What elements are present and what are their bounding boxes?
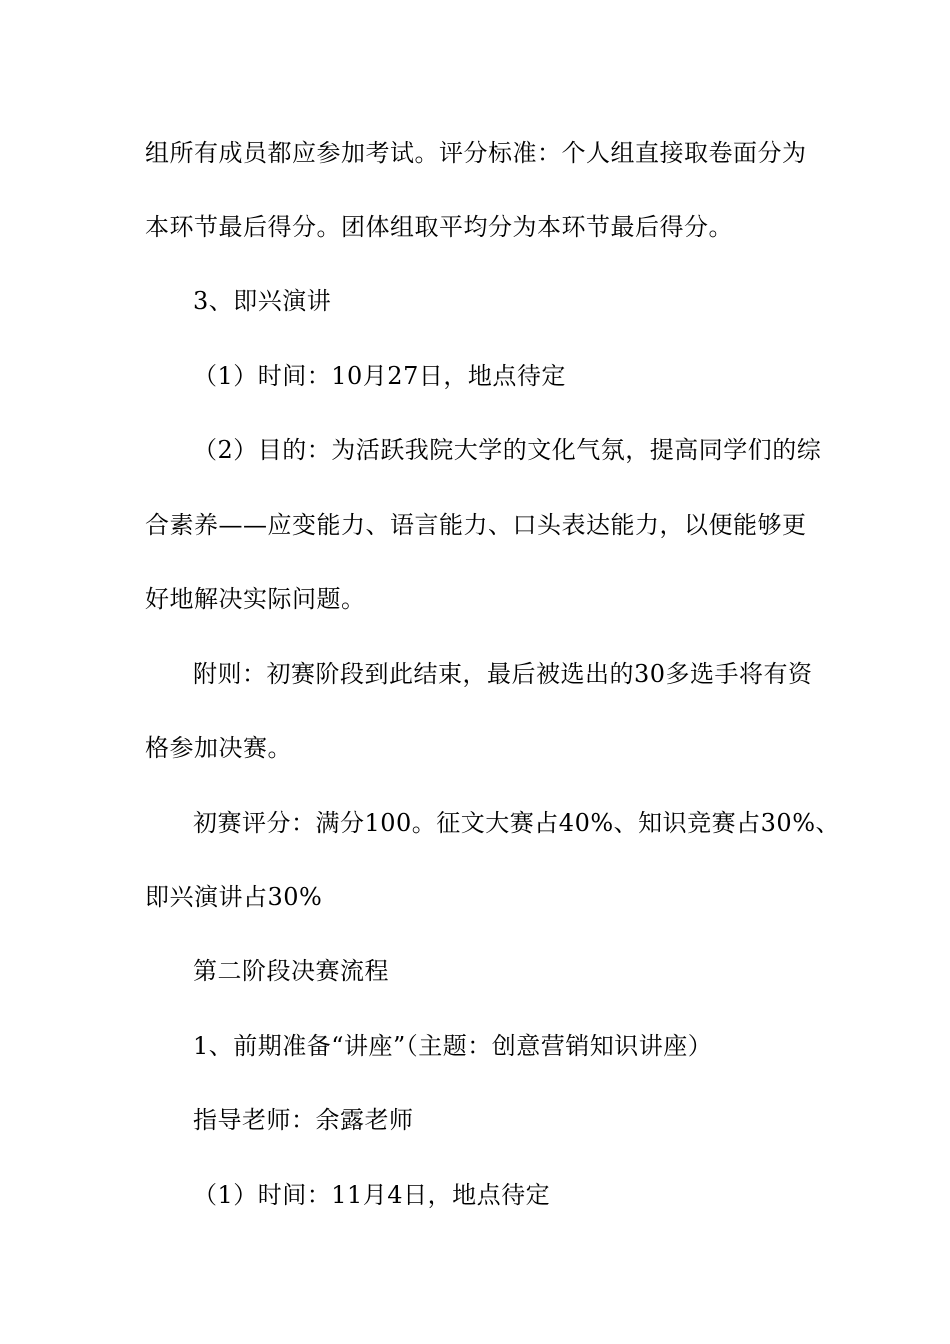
paragraph-line: 好地解决实际问题。: [145, 585, 366, 613]
paragraph-line: （1）时间：10月27日，地点待定: [193, 362, 566, 390]
paragraph-line: 附则：初赛阶段到此结束，最后被选出的30多选手将有资: [193, 660, 813, 688]
paragraph-line: 即兴演讲占30%: [145, 883, 323, 911]
paragraph-line: 合素养——应变能力、语言能力、口头表达能力，以便能够更: [145, 511, 807, 539]
paragraph-line: 本环节最后得分。团体组取平均分为本环节最后得分。: [145, 213, 733, 241]
paragraph-line: （2）目的：为活跃我院大学的文化气氛，提高同学们的综: [193, 436, 822, 464]
section-heading: 3、即兴演讲: [193, 287, 332, 315]
paragraph-line: 格参加决赛。: [145, 734, 292, 762]
paragraph-line: （1）时间：11月4日，地点待定: [193, 1181, 551, 1209]
paragraph-line: 组所有成员都应参加考试。评分标准：个人组直接取卷面分为: [145, 139, 807, 167]
paragraph-line: 指导老师：余露老师: [193, 1106, 414, 1134]
paragraph-line: 初赛评分：满分100。征文大赛占40%、知识竞赛占30%、: [193, 809, 840, 837]
paragraph-line: 1、前期准备“讲座”（主题：创意营销知识讲座）: [193, 1032, 713, 1060]
section-heading: 第二阶段决赛流程: [193, 957, 389, 985]
